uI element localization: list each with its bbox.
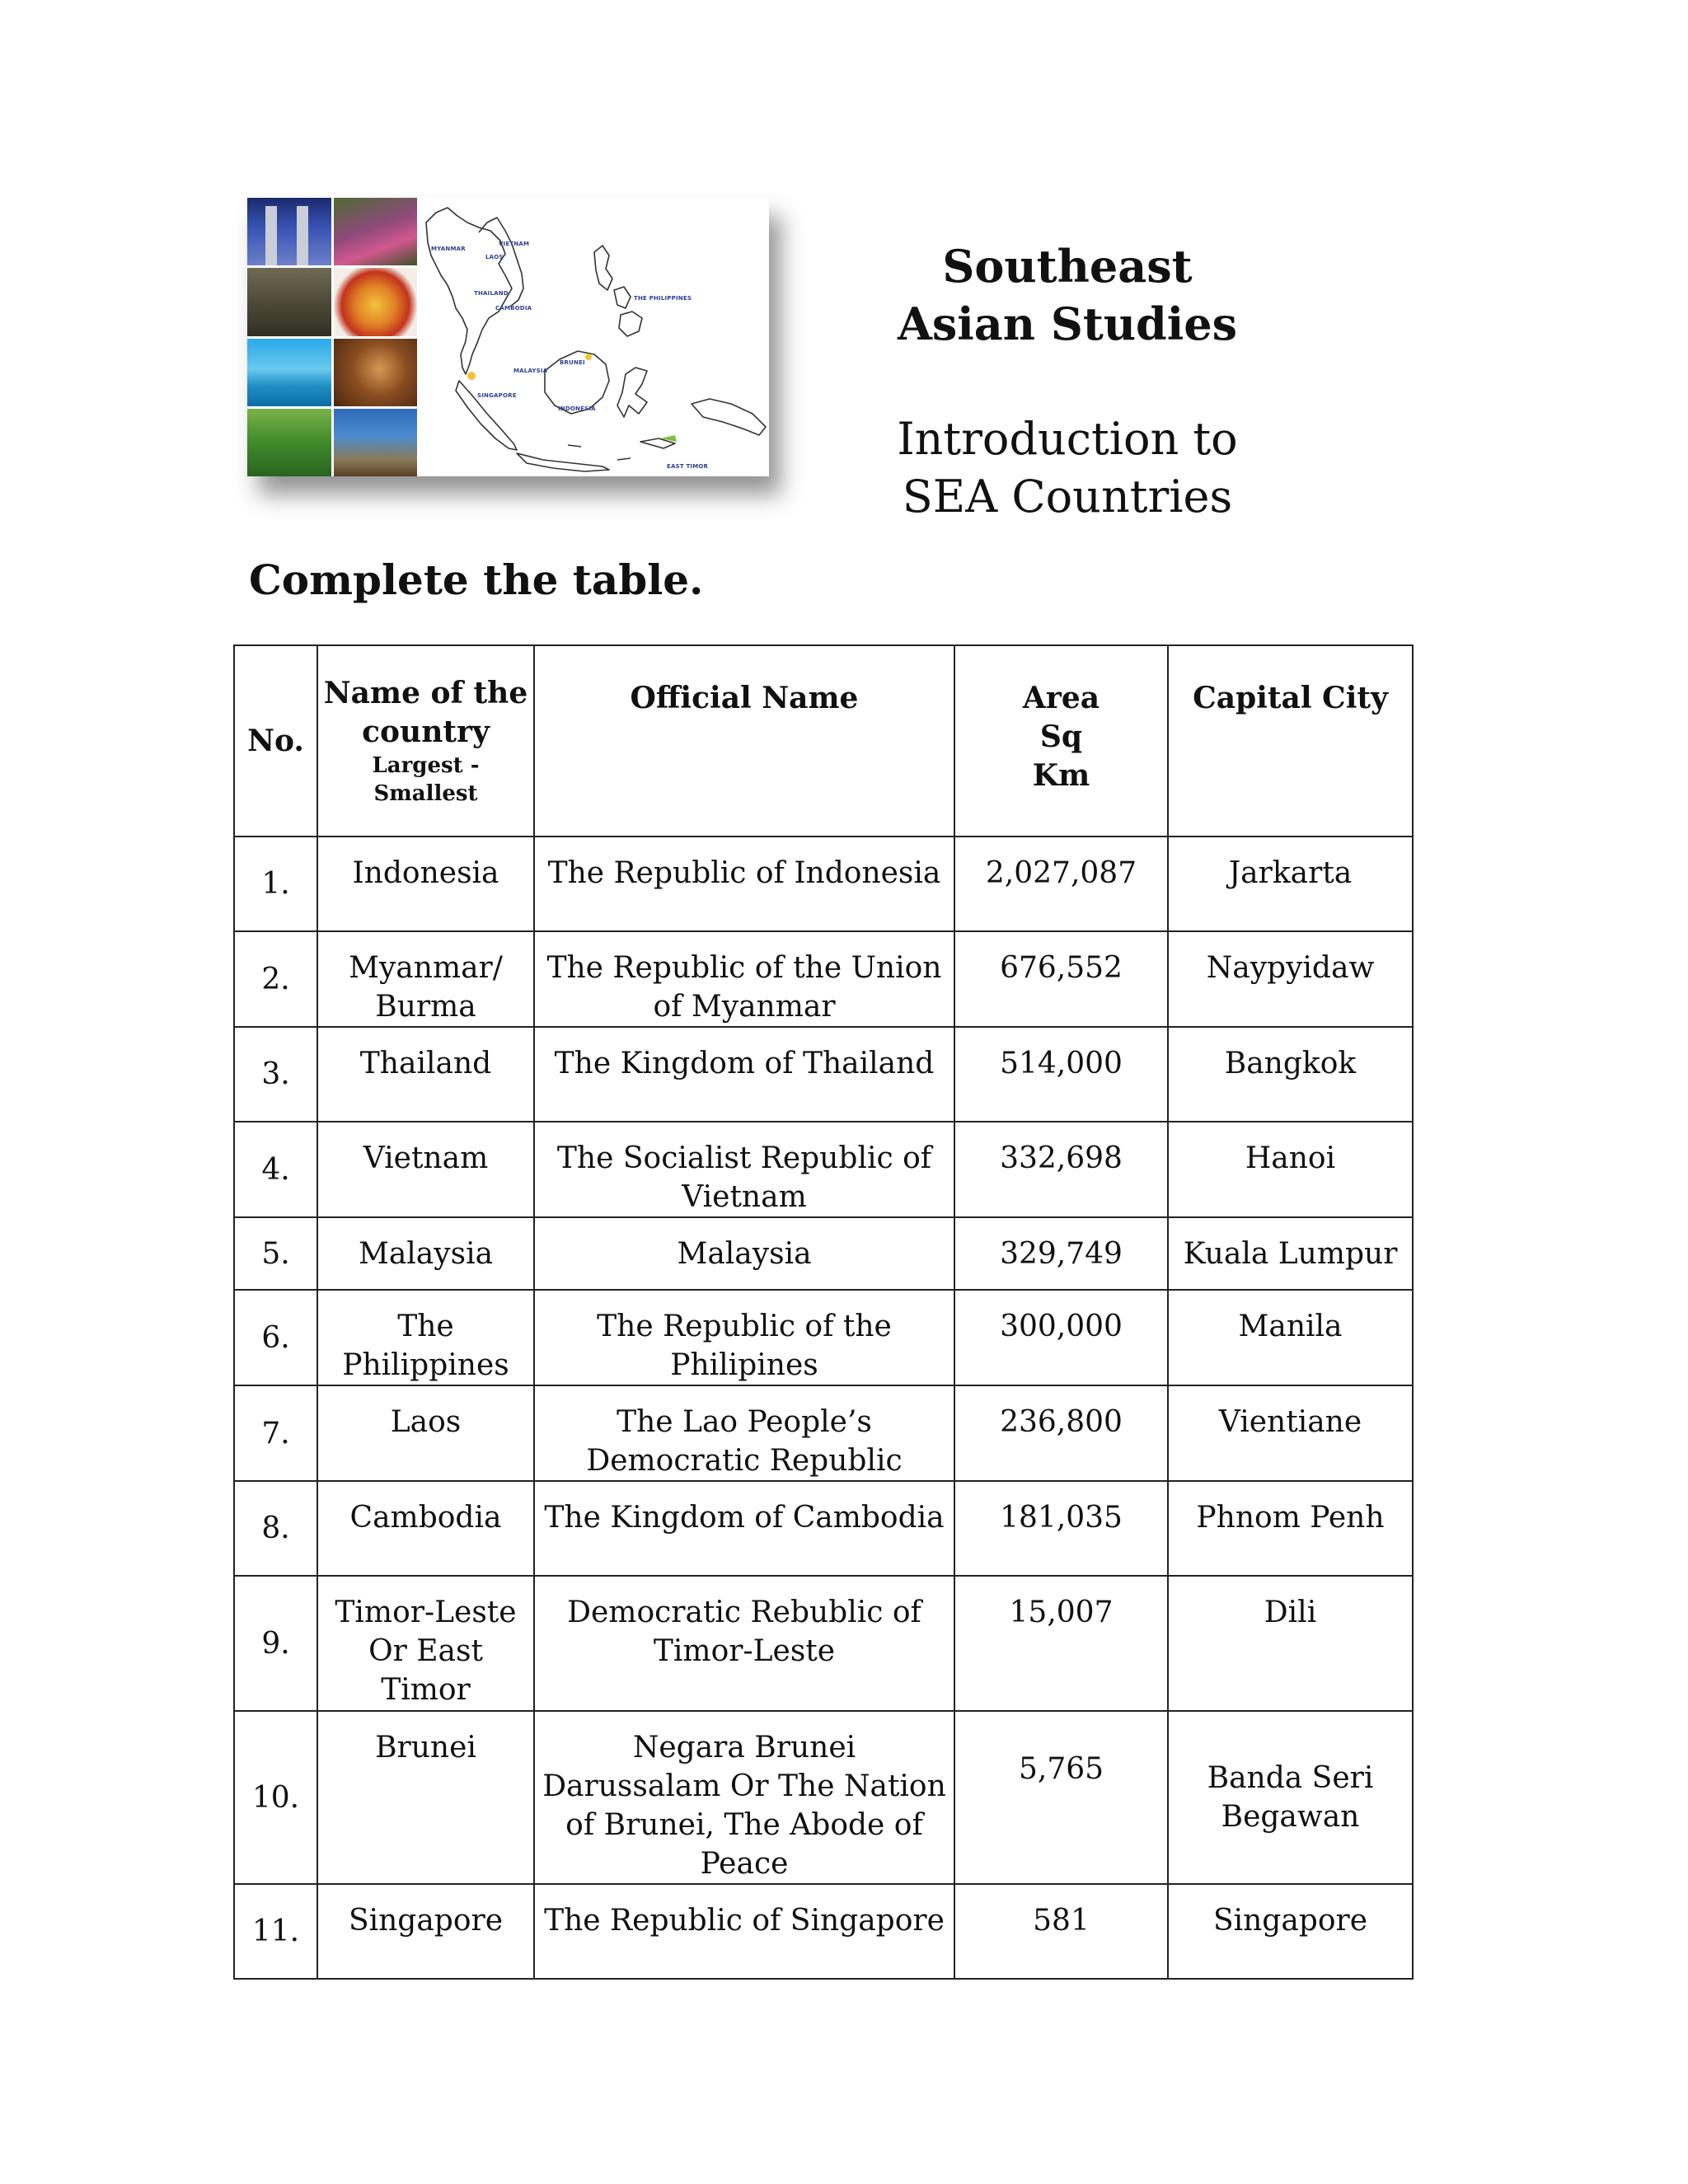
- cell-capital: Singapore: [1168, 1884, 1413, 1979]
- map-label-east-timor: EAST TIMOR: [667, 463, 709, 470]
- cell-area: 514,000: [954, 1027, 1168, 1122]
- cell-official: The Kingdom of Cambodia: [534, 1481, 954, 1576]
- cell-no: 3.: [234, 1027, 317, 1122]
- cell-area: 181,035: [954, 1481, 1168, 1576]
- cell-name: Laos: [317, 1385, 534, 1481]
- photo-guardian-statue: [334, 409, 418, 476]
- map-label-brunei: BRUNEI: [560, 359, 585, 366]
- photo-beach-pier: [247, 339, 331, 406]
- cell-capital: Phnom Penh: [1168, 1481, 1413, 1576]
- cell-area: 329,749: [954, 1217, 1168, 1290]
- map-label-myanmar: MYANMAR: [431, 246, 466, 252]
- photo-twin-towers: [247, 198, 331, 265]
- cell-official: The Republic of the Philipines: [534, 1290, 954, 1385]
- cell-official: The Republic of Indonesia: [534, 837, 954, 931]
- photo-dancers: [334, 198, 418, 265]
- map-label-indonesia: INDONESIA: [558, 405, 596, 412]
- sea-map-outline: [420, 198, 769, 476]
- photo-grid: [247, 198, 417, 476]
- cell-capital: Manila: [1168, 1290, 1413, 1385]
- cell-area: 581: [954, 1884, 1168, 1979]
- table-row: [234, 1711, 1413, 1884]
- table-header-row: [234, 645, 1413, 837]
- header-capital-label: Capital City: [1193, 681, 1388, 715]
- cell-no: 8.: [234, 1481, 317, 1576]
- page-title: Southeast Asian Studies: [897, 240, 1238, 350]
- cell-name: Myanmar/ Burma: [317, 931, 534, 1027]
- table-row: [234, 1884, 1413, 1979]
- cell-no: 6.: [234, 1290, 317, 1385]
- brunei-marker: [585, 354, 592, 360]
- cell-capital: Vientiane: [1168, 1385, 1413, 1481]
- page-subtitle: Introduction to SEA Countries: [897, 413, 1238, 523]
- countries-table: [233, 644, 1414, 1980]
- header-official-label: Official Name: [630, 681, 859, 715]
- cell-no: 11.: [234, 1884, 317, 1979]
- map-label-thailand: THAILAND: [474, 290, 509, 297]
- title-block: [870, 237, 1265, 526]
- cell-no: 5.: [234, 1217, 317, 1290]
- cell-name: Singapore: [317, 1884, 534, 1979]
- header-name: [317, 645, 534, 837]
- cell-capital: Hanoi: [1168, 1122, 1413, 1217]
- map-label-malaysia: MALAYSIA: [513, 368, 548, 374]
- cell-no: 10.: [234, 1711, 317, 1884]
- cell-capital: Banda Seri Begawan: [1168, 1711, 1413, 1884]
- cell-official: The Socialist Republic of Vietnam: [534, 1122, 954, 1217]
- cell-area: 236,800: [954, 1385, 1168, 1481]
- cell-capital: Bangkok: [1168, 1027, 1413, 1122]
- photo-buddha: [334, 339, 418, 406]
- cell-area: 300,000: [954, 1290, 1168, 1385]
- cell-name: Indonesia: [317, 837, 534, 931]
- cell-official: The Republic of the Union of Myanmar: [534, 931, 954, 1027]
- cell-name: Vietnam: [317, 1122, 534, 1217]
- cell-official: The Lao People’s Democratic Republic: [534, 1385, 954, 1481]
- header-name-sublabel: Largest - Smallest: [372, 753, 480, 806]
- cell-name: Brunei: [317, 1711, 534, 1884]
- header-no-label: No.: [247, 723, 304, 758]
- header-no: [234, 645, 317, 837]
- map-label-laos: LAOS: [485, 254, 504, 260]
- table-row: [234, 1481, 1413, 1576]
- cell-area: 676,552: [954, 931, 1168, 1027]
- cell-name: Timor-Leste Or East Timor: [317, 1576, 534, 1711]
- cell-official: The Kingdom of Thailand: [534, 1027, 954, 1122]
- table-row: [234, 1122, 1413, 1217]
- cell-capital: Naypyidaw: [1168, 931, 1413, 1027]
- cell-name: Malaysia: [317, 1217, 534, 1290]
- cell-no: 4.: [234, 1122, 317, 1217]
- table-instruction: Complete the table.: [249, 555, 704, 604]
- header-name-label: Name of the country: [323, 676, 528, 749]
- header-area: [954, 645, 1168, 837]
- singapore-marker: [467, 372, 476, 380]
- table-row: [234, 931, 1413, 1027]
- header-area-label: Area Sq Km: [1022, 681, 1100, 793]
- photo-rice-terraces: [247, 409, 331, 476]
- cell-capital: Kuala Lumpur: [1168, 1217, 1413, 1290]
- cell-no: 7.: [234, 1385, 317, 1481]
- map-label-cambodia: CAMBODIA: [495, 305, 532, 312]
- cell-name: Cambodia: [317, 1481, 534, 1576]
- cell-official: Malaysia: [534, 1217, 954, 1290]
- map-label-philippines: THE PHILIPPINES: [634, 295, 692, 302]
- cell-name: The Philippines: [317, 1290, 534, 1385]
- cell-no: 9.: [234, 1576, 317, 1711]
- header-capital: [1168, 645, 1413, 837]
- cell-official: Negara Brunei Darussalam Or The Nation of Brunei, The Abode of Peace: [534, 1711, 954, 1884]
- cell-no: 1.: [234, 837, 317, 931]
- table-row: [234, 1576, 1413, 1711]
- table-row: [234, 1290, 1413, 1385]
- cell-no: 2.: [234, 931, 317, 1027]
- cell-capital: Jarkarta: [1168, 837, 1413, 931]
- photo-food: [334, 268, 418, 335]
- cell-area: 332,698: [954, 1122, 1168, 1217]
- cell-area: 5,765: [954, 1711, 1168, 1884]
- cell-capital: Dili: [1168, 1576, 1413, 1711]
- header-official: [534, 645, 954, 837]
- cell-official: Democratic Rebublic of Timor-Leste: [534, 1576, 954, 1711]
- map-label-singapore: SINGAPORE: [477, 392, 517, 399]
- table-row: [234, 1385, 1413, 1481]
- sea-map: [420, 198, 769, 476]
- table-row: [234, 1217, 1413, 1290]
- cell-official: The Republic of Singapore: [534, 1884, 954, 1979]
- table-row: [234, 1027, 1413, 1122]
- photo-temple-ruins: [247, 268, 331, 335]
- table-row: [234, 837, 1413, 931]
- map-label-vietnam: VIETNAM: [499, 241, 530, 247]
- cell-area: 15,007: [954, 1576, 1168, 1711]
- cell-area: 2,027,087: [954, 837, 1168, 931]
- table-body: [234, 837, 1413, 1979]
- header-collage-image: [247, 198, 769, 476]
- cell-name: Thailand: [317, 1027, 534, 1122]
